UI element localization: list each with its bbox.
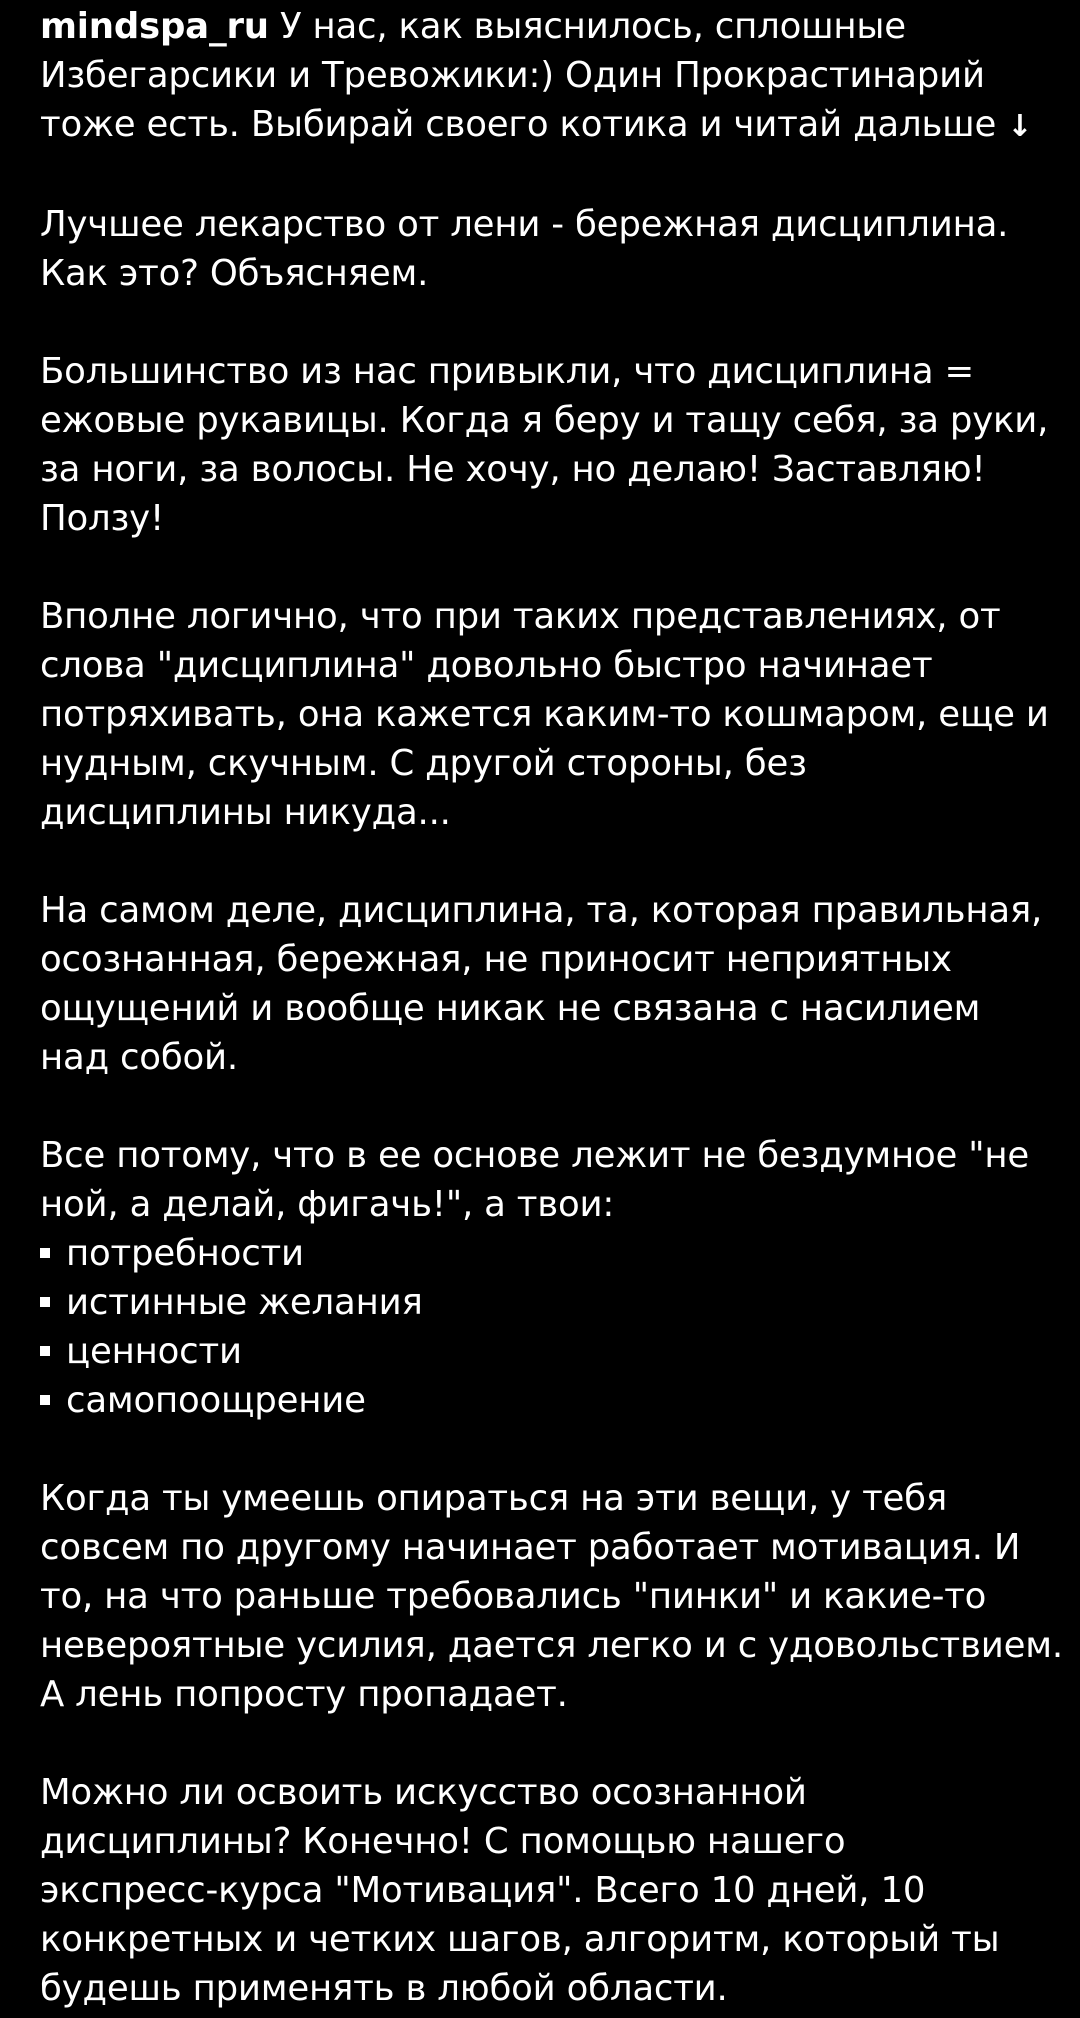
- list-item-label: самопоощрение: [66, 1380, 366, 1421]
- caption-line: Когда ты умеешь опираться на эти вещи, у тебя: [40, 1478, 948, 1519]
- caption-line: будешь применять в любой области.: [40, 1968, 728, 2009]
- list-item: [40, 1327, 1060, 1376]
- caption-line: дисциплины никуда...: [40, 792, 451, 833]
- list-item: [40, 1376, 1060, 1425]
- bullet-icon: [40, 1248, 50, 1258]
- list-item-label: истинные желания: [66, 1282, 423, 1323]
- caption-line: дисциплины? Конечно! С помощью нашего: [40, 1821, 846, 1862]
- caption-line: Можно ли освоить искусство осознанной: [40, 1772, 807, 1813]
- caption-paragraph: [40, 1768, 1060, 2013]
- caption-line: На самом деле, дисциплина, та, которая правильная,: [40, 890, 1043, 931]
- caption-line: А лень попросту пропадает.: [40, 1674, 568, 1715]
- bullet-icon: [40, 1297, 50, 1307]
- caption-line: за ноги, за волосы. Не хочу, но делаю! Заставляю!: [40, 449, 986, 490]
- caption-paragraph: [40, 886, 1060, 1082]
- list-item: [40, 1278, 1060, 1327]
- list-item-label: ценности: [66, 1331, 242, 1372]
- caption-line: Большинство из нас привыкли, что дисциплина =: [40, 351, 975, 392]
- caption-line: [40, 2, 1060, 51]
- arrow-down-icon: ↓: [1007, 109, 1033, 144]
- caption-paragraph: [40, 1474, 1063, 1719]
- caption-line: то, на что раньше требовались "пинки" и какие-то: [40, 1576, 987, 1617]
- bullet-icon: [40, 1395, 50, 1405]
- caption-line: ной, а делай, фигачь!", а твои:: [40, 1184, 615, 1225]
- caption-line: экспресс-курса "Мотивация". Всего 10 дней, 10: [40, 1870, 926, 1911]
- list-item: [40, 1229, 1060, 1278]
- caption-line: невероятные усилия, дается легко и с удовольствием.: [40, 1625, 1063, 1666]
- caption-line: Вполне логично, что при таких представлениях, от: [40, 596, 1001, 637]
- caption-line: Ползу!: [40, 498, 165, 539]
- caption-text: У нас, как выяснилось, сплошные: [279, 6, 906, 47]
- caption-line: ежовые рукавицы. Когда я беру и тащу себя, за руки,: [40, 400, 1049, 441]
- caption-line: Как это? Объясняем.: [40, 253, 429, 294]
- caption-text: тоже есть. Выбирай своего котика и читай дальше: [40, 104, 997, 145]
- post-caption: [40, 2, 1063, 2013]
- username-link[interactable]: mindspa_ru: [40, 6, 269, 47]
- caption-paragraph: [40, 592, 1060, 837]
- caption-line: совсем по другому начинает работает мотивация. И: [40, 1527, 1021, 1568]
- caption-line: ощущений и вообще никак не связана с насилием: [40, 988, 981, 1029]
- caption-line: Лучшее лекарство от лени - бережная дисциплина.: [40, 204, 1009, 245]
- caption-line: слова "дисциплина" довольно быстро начинает: [40, 645, 933, 686]
- bullet-icon: [40, 1346, 50, 1356]
- caption-line: Избегарсики и Тревожики:) Один Прокрастинарий: [40, 55, 985, 96]
- caption-line: нудным, скучным. С другой стороны, без: [40, 743, 807, 784]
- caption-list-block: [40, 1131, 1060, 1425]
- caption-line: осознанная, бережная, не приносит неприятных: [40, 939, 952, 980]
- caption-line: Все потому, что в ее основе лежит не бездумное "не: [40, 1135, 1029, 1176]
- caption-line: конкретных и четких шагов, алгоритм, который ты: [40, 1919, 1000, 1960]
- caption-line: над собой.: [40, 1037, 238, 1078]
- list-item-label: потребности: [66, 1233, 304, 1274]
- caption-line: [40, 100, 1060, 151]
- caption-paragraph: [40, 347, 1060, 543]
- caption-intro: [40, 2, 1060, 151]
- caption-line: потряхивать, она кажется каким-то кошмаром, еще и: [40, 694, 1049, 735]
- caption-paragraph: [40, 200, 1060, 298]
